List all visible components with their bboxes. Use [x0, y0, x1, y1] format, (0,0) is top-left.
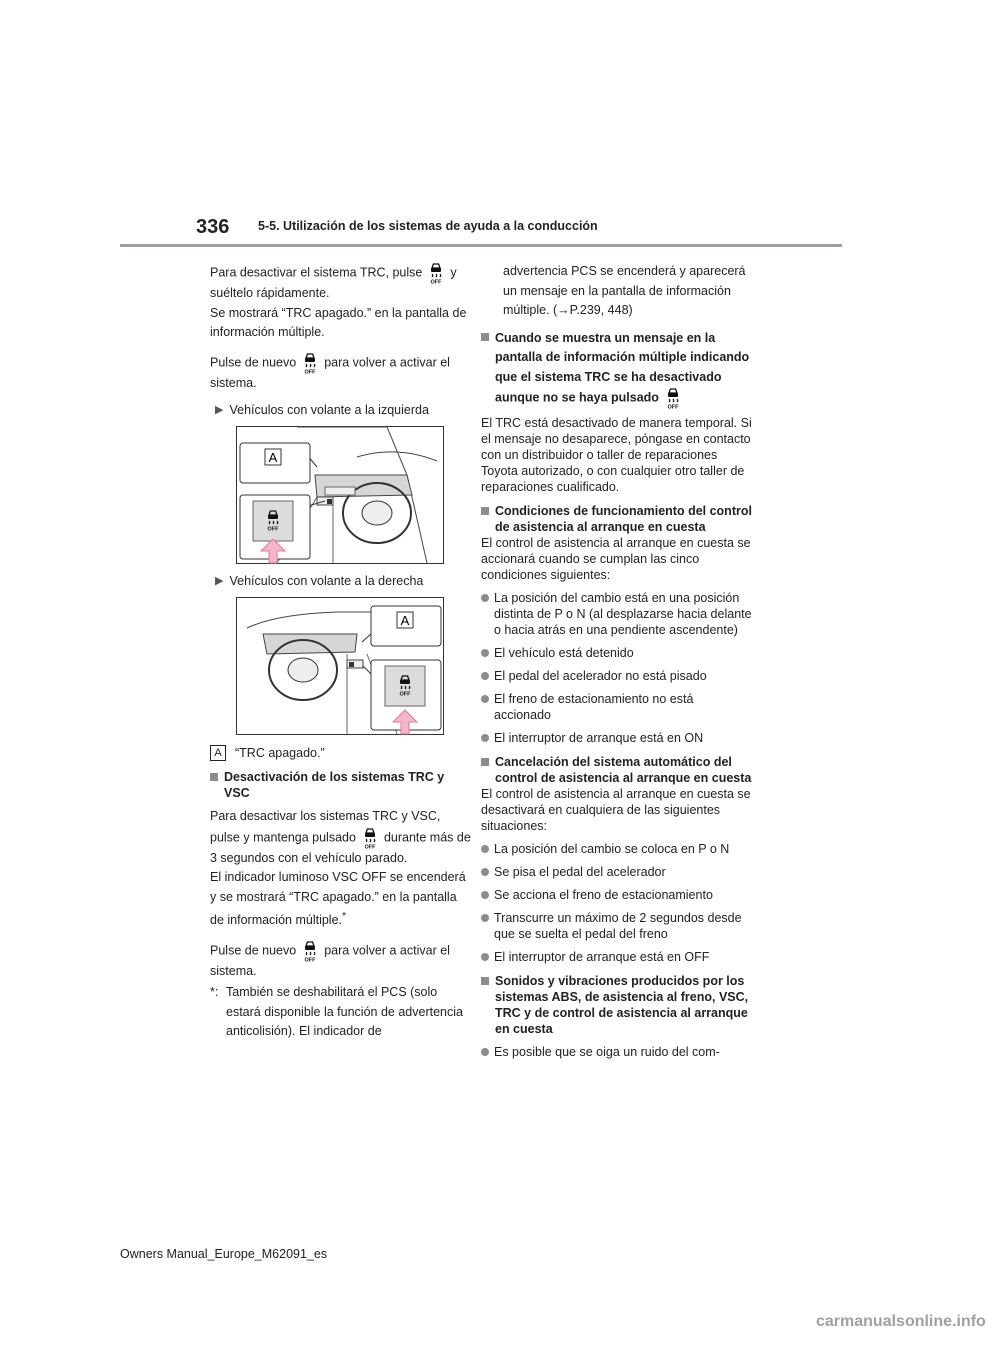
square-bullet-icon — [210, 773, 218, 781]
bullet-dot-icon — [481, 1048, 489, 1056]
heading-deactivate-trc-vsc: Desactivación de los sistemas TRC y VSC — [210, 769, 472, 801]
bullet-dot-icon — [481, 672, 489, 680]
triangle-right-icon: ▶ — [215, 404, 224, 416]
left-column — [210, 262, 472, 1042]
heading-hill-start-cancel: Cancelación del sistema automático del control de asistencia al arranque en cuesta — [481, 754, 753, 786]
bullet-dot-icon — [481, 953, 489, 961]
dashboard-illustration-rhd — [237, 598, 443, 734]
conditions-paragraph: El control de asistencia al arranque en cuesta se accionará cuando se cumplan las cinco condiciones siguientes: — [481, 536, 751, 582]
footer: Owners Manual_Europe_M62091_es — [120, 1247, 328, 1261]
trc-deactivate-paragraph: Para desactivar el sistema TRC, pulse y suéltelo rápidamente. — [210, 262, 472, 304]
callout-label: A — [210, 745, 226, 761]
bullet-dot-icon — [481, 594, 489, 602]
figure-lhd — [236, 426, 444, 564]
callout-label: A — [400, 613, 410, 628]
heading-hill-start-conditions: Condiciones de funcionamiento del control de asistencia al arranque en cuesta — [481, 503, 753, 535]
bullet-dot-icon — [481, 695, 489, 703]
trc-off-icon — [362, 827, 378, 849]
trc-off-icon — [665, 387, 681, 409]
trc-off-icon — [302, 940, 318, 962]
watermark: carmanualsonline.info — [816, 1313, 986, 1330]
bullet-dot-icon — [481, 914, 489, 922]
page-number: 336 — [196, 216, 230, 238]
trc-off-icon — [428, 262, 444, 284]
list-item: El pedal del acelerador no está pisado — [481, 668, 753, 684]
message-paragraph: El TRC está desactivado de manera temporal. Si el mensaje no desaparece, póngase en contacto con un distribuidor o taller de reparaciones Toyota autorizado, o con cualquier otro taller de reparaciones cualificado. — [481, 416, 752, 494]
vsc-indicator-paragraph: El indicador luminoso VSC OFF se encenderá y se mostrará “TRC apagado.” en la pantalla de información múltiple.* — [210, 870, 466, 928]
bullet-dot-icon — [481, 891, 489, 899]
cancel-paragraph: El control de asistencia al arranque en cuesta se desactivará en cualquiera de las siguientes situaciones: — [481, 787, 751, 833]
bullet-dot-icon — [481, 734, 489, 742]
bullet-dot-icon — [481, 868, 489, 876]
triangle-right-icon: ▶ — [215, 575, 224, 587]
bullet-dot-icon — [481, 649, 489, 657]
heading-message-displayed: Cuando se muestra un mensaje en la pantalla de información múltiple indicando que el sistema TRC se ha desactivado aunque no se haya pulsado — [481, 329, 753, 410]
trc-off-icon — [302, 352, 318, 374]
callout-label: A — [268, 450, 278, 465]
trc-vsc-deactivate-paragraph: Para desactivar los sistemas TRC y VSC, pulse y mantenga pulsado durante más de 3 segundos con el vehículo parado. — [210, 809, 471, 865]
list-item: La posición del cambio se coloca en P o N — [481, 841, 753, 857]
trc-message-paragraph: Se mostrará “TRC apagado.” en la pantalla de información múltiple. — [210, 305, 467, 339]
list-item: El freno de estacionamiento no está accionado — [481, 691, 753, 723]
square-bullet-icon — [481, 758, 489, 766]
bullet-dot-icon — [481, 845, 489, 853]
dashboard-illustration-lhd — [237, 427, 443, 563]
figure-rhd — [236, 597, 444, 735]
footnote: *: También se deshabilitará el PCS (solo estará disponible la función de advertencia anticolisión). El indicador de — [210, 985, 463, 1039]
vehicle-rhd-label: ▶ Vehículos con volante a la derecha — [215, 574, 424, 588]
header-rule — [120, 244, 842, 247]
heading-sounds-vibrations: Sonidos y vibraciones producidos por los sistemas ABS, de asistencia al freno, VSC, TRC y de control de asistencia al arranque en cuesta — [481, 973, 753, 1037]
footnote-continued: advertencia PCS se encenderá y aparecerá un mensaje en la pantalla de información múltiple. (→P.239, 448) — [503, 264, 746, 317]
figure-caption: A “TRC apagado.” — [210, 745, 472, 761]
list-item: Es posible que se oiga un ruido del com- — [481, 1044, 753, 1060]
list-item: El interruptor de arranque está en OFF — [481, 949, 753, 965]
reactivate-paragraph: Pulse de nuevo para volver a activar el sistema. — [210, 352, 472, 394]
list-item: Se pisa el pedal del acelerador — [481, 864, 753, 880]
square-bullet-icon — [481, 333, 489, 341]
square-bullet-icon — [481, 977, 489, 985]
list-item: La posición del cambio está en una posición distinta de P o N (al desplazarse hacia delante o hacia atrás en una pendiente ascendente) — [481, 590, 753, 638]
list-item: Transcurre un máximo de 2 segundos desde que se suelta el pedal del freno — [481, 910, 753, 942]
list-item: Se acciona el freno de estacionamiento — [481, 887, 753, 903]
square-bullet-icon — [481, 507, 489, 515]
reactivate-paragraph-2: Pulse de nuevo para volver a activar el sistema. — [210, 940, 472, 982]
list-item: El vehículo está detenido — [481, 645, 753, 661]
right-column — [481, 262, 753, 1060]
vehicle-lhd-label: ▶ Vehículos con volante a la izquierda — [215, 403, 429, 417]
section-title: 5-5. Utilización de los sistemas de ayuda a la conducción — [258, 219, 598, 233]
list-item: El interruptor de arranque está en ON — [481, 730, 753, 746]
